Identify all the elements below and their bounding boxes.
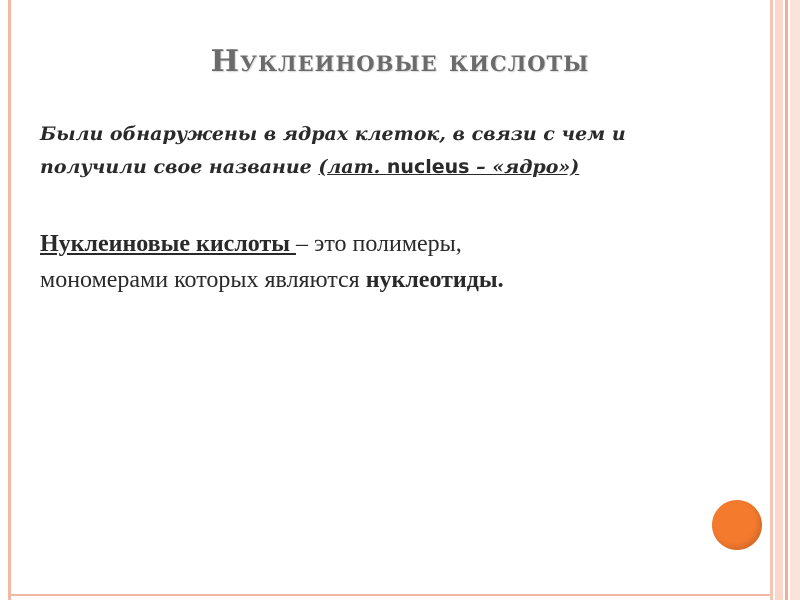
paragraph-definition	[40, 226, 740, 298]
paragraph-discovery	[40, 118, 730, 184]
definition-dash-text: – это полимеры,	[296, 231, 462, 257]
paragraph-discovery-line1: Были обнаружены в ядрах клеток, в связи с чем и	[40, 123, 626, 145]
frame-left-border	[8, 0, 11, 600]
definition-highlight: нуклеотиды.	[365, 267, 504, 293]
definition-term: Нуклеиновые кислоты	[40, 231, 297, 257]
right-stripe-1	[770, 0, 773, 600]
latin-origin-open: (лат.	[318, 156, 387, 178]
frame-bottom-border	[8, 594, 770, 596]
slide-title: Нуклеиновые кислоты	[210, 44, 590, 79]
next-slide-button[interactable]	[712, 500, 762, 550]
paragraph-discovery-line2: получили свое название	[40, 156, 319, 178]
latin-origin-rest: – «ядро»)	[469, 156, 580, 178]
latin-word: nucleus	[386, 156, 470, 178]
right-stripe-2	[775, 0, 783, 600]
right-stripe-4	[790, 0, 800, 600]
right-stripe-3	[785, 0, 788, 600]
definition-line2: мономерами которых являются	[40, 267, 366, 293]
latin-origin	[318, 156, 579, 178]
